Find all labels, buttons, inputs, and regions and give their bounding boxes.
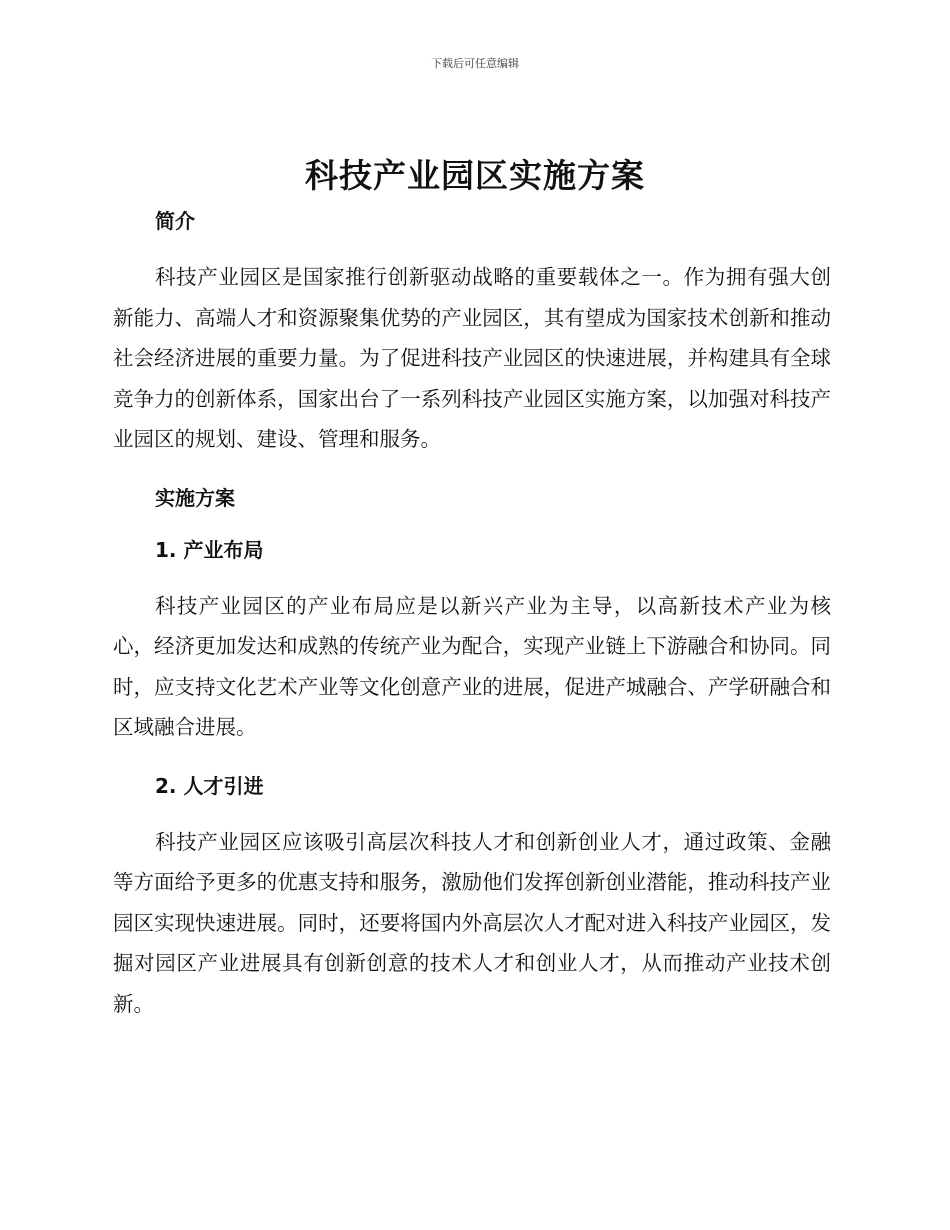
intro-heading: 简介 — [155, 209, 195, 233]
document-title: 科技产业园区实施方案 — [305, 156, 645, 195]
document-body — [113, 205, 831, 1024]
plan-heading: 实施方案 — [155, 485, 235, 510]
plan-item-paragraph: 科技产业园区应该吸引高层次科技人才和创新创业人才，通过政策、金融等方面给予更多的优惠支持和服务，激励他们发挥创新创业潜能，推动科技产业园区实现快速进展。同时，还要将国内外高层次人才配对进入科技产业园区，发掘对园区产业进展具有创新创意的技术人才和创业人才，从而推动产业技术创新。 — [113, 829, 831, 1016]
intro-paragraph: 科技产业园区是国家推行创新驱动战略的重要载体之一。作为拥有强大创新能力、高端人才和资源聚集优势的产业园区，其有望成为国家技术创新和推动社会经济进展的重要力量。为了促进科技产业园区的快速进展，并构建具有全球竞争力的创新体系，国家出台了一系列科技产业园区实施方案，以加强对科技产业园区的规划、建设、管理和服务。 — [113, 265, 831, 451]
plan-item-title: 1. 产业布局 — [155, 537, 264, 562]
plan-item-title: 2. 人才引进 — [155, 773, 264, 798]
plan-item-paragraph: 科技产业园区的产业布局应是以新兴产业为主导，以高新技术产业为核心，经济更加发达和成熟的传统产业为配合，实现产业链上下游融合和协同。同时，应支持文化艺术产业等文化创意产业的进展，促进产城融合、产学研融合和区域融合进展。 — [113, 593, 831, 739]
header-note: 下载后可任意编辑 — [431, 57, 519, 70]
